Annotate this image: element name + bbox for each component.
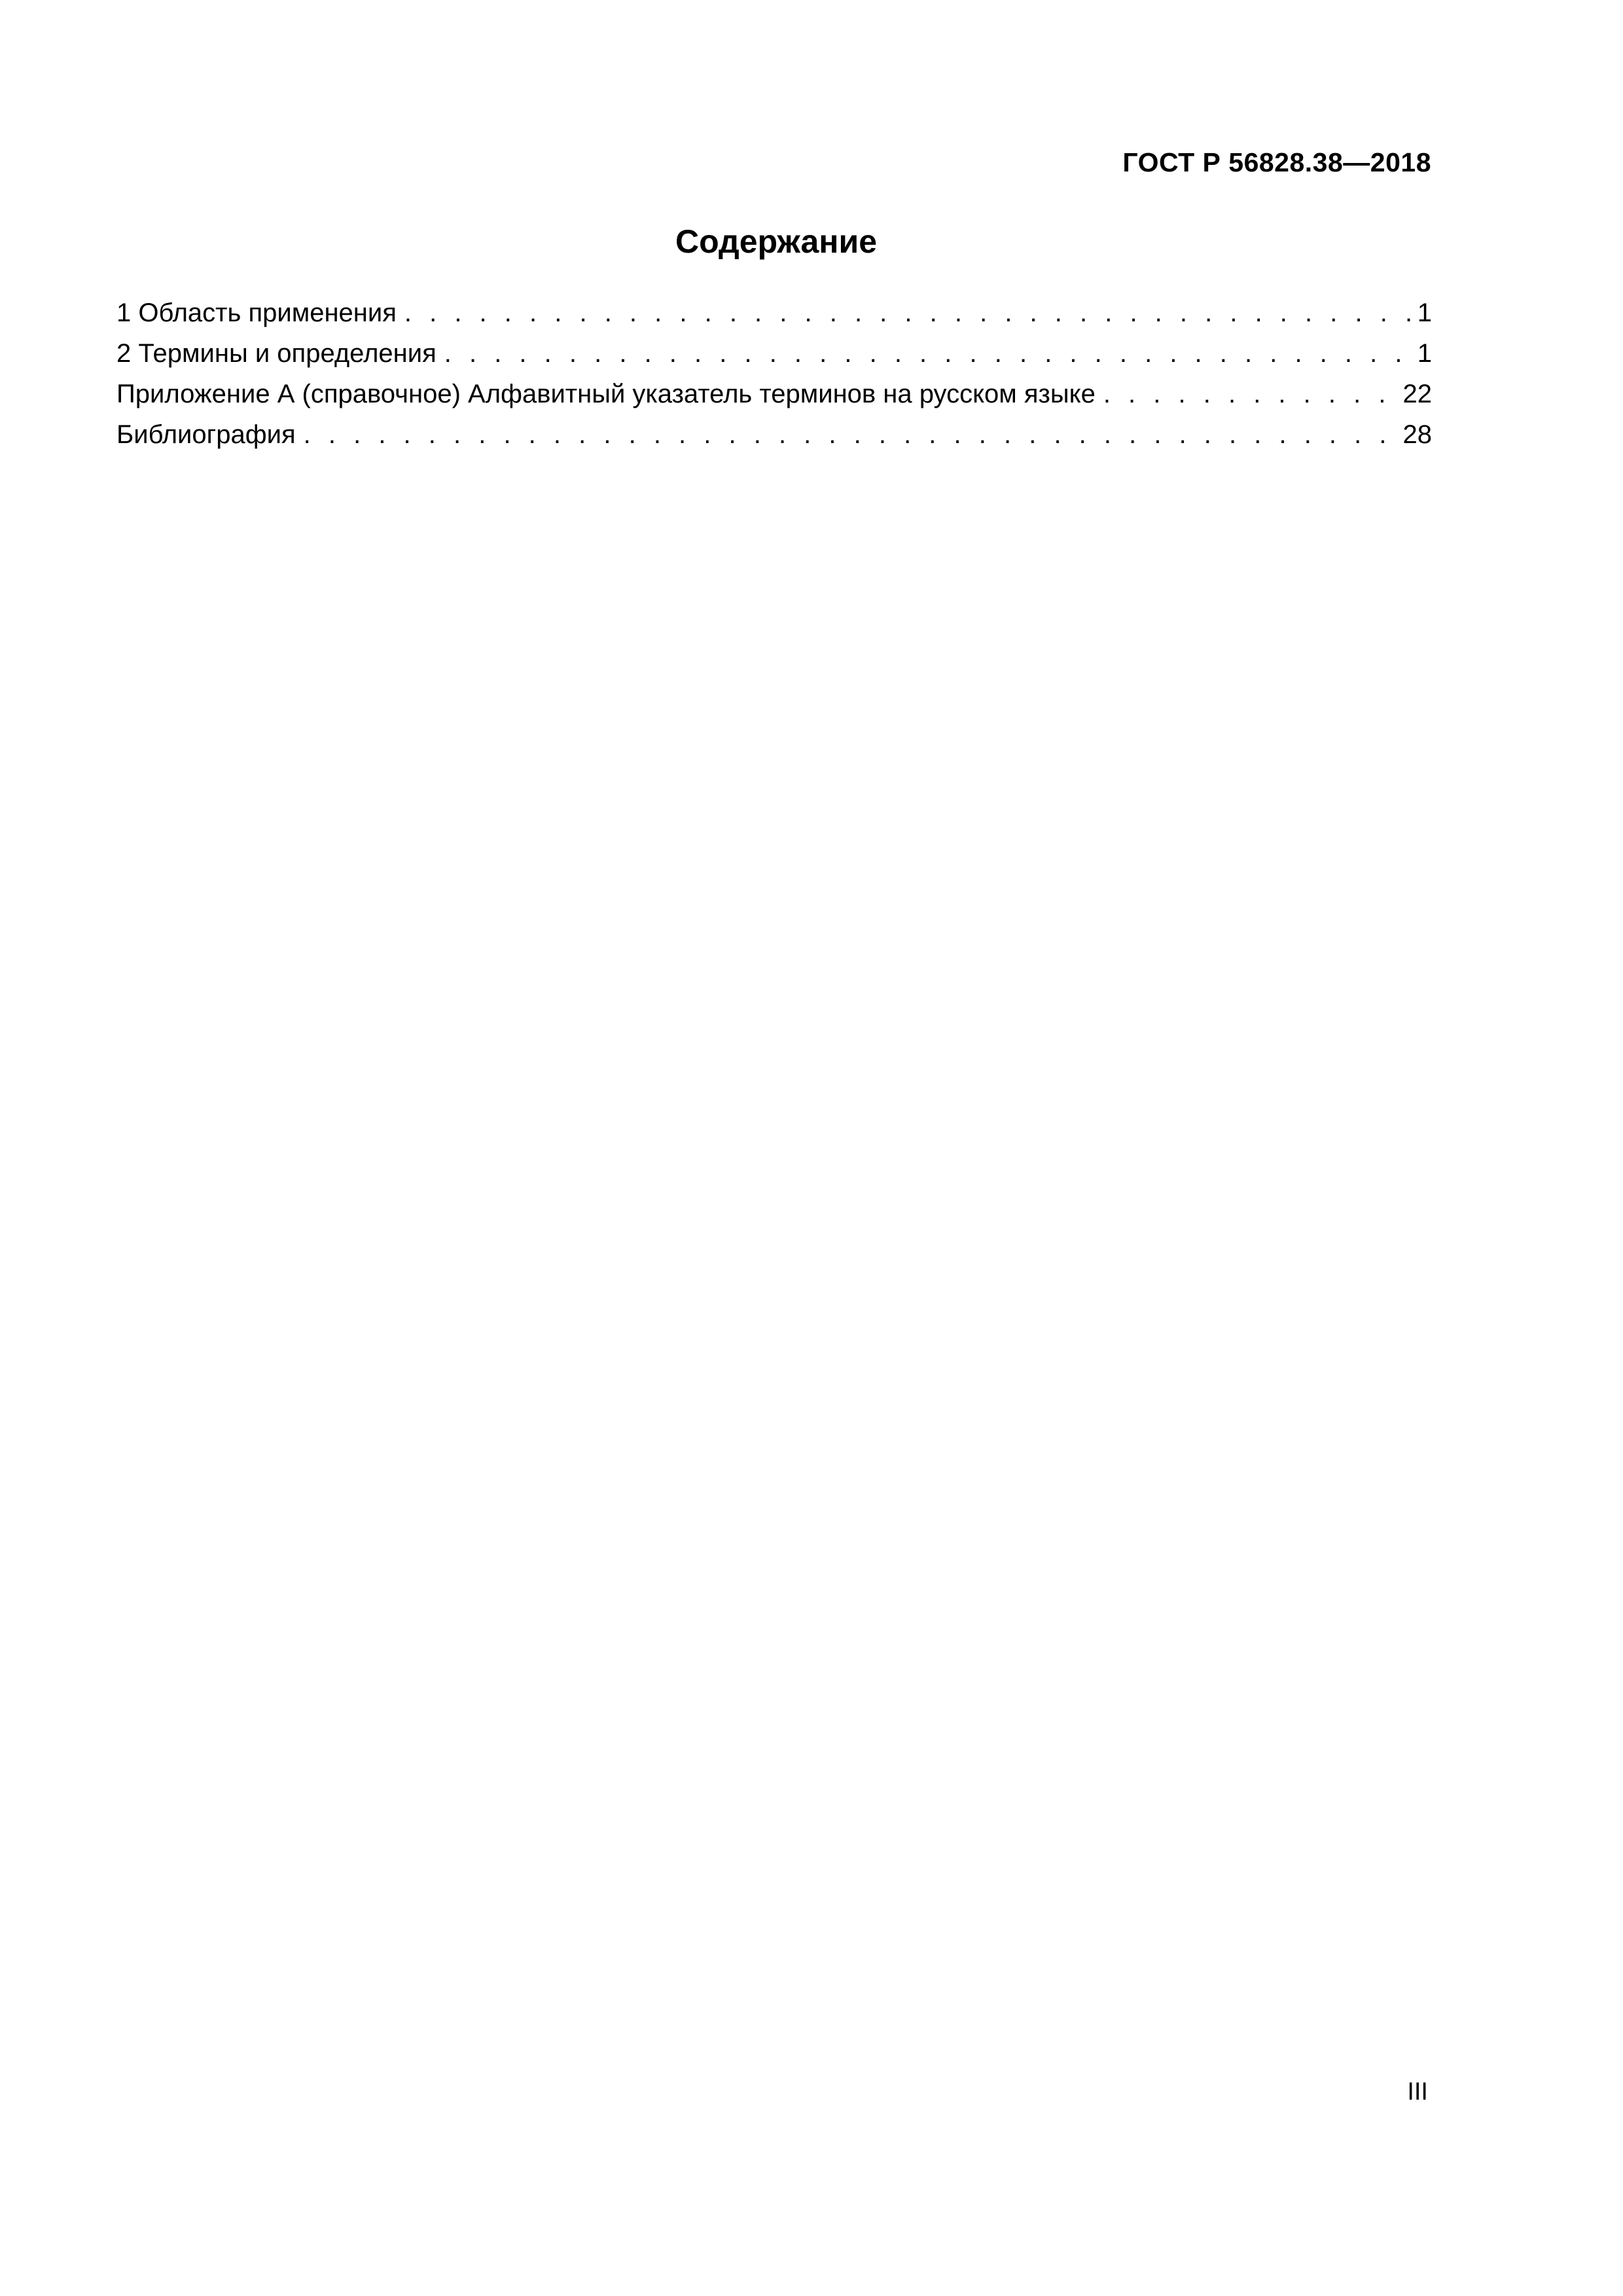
page-number: III <box>1407 2078 1428 2106</box>
toc-entry-title: Приложение А (справочное) Алфавитный указатель терминов на русском языке <box>116 380 1096 408</box>
toc-entry-title: 2 Термины и определения <box>116 339 437 368</box>
toc-entry-page: 1 <box>1417 298 1432 327</box>
table-of-contents <box>116 293 1432 455</box>
toc-dot-leader <box>304 414 1400 455</box>
toc-heading: Содержание <box>675 223 878 260</box>
toc-entry-page: 1 <box>1417 339 1432 368</box>
toc-entry-scope[interactable] <box>116 293 1432 333</box>
toc-entry-bibliography[interactable] <box>116 414 1432 455</box>
toc-entry-title: 1 Область применения <box>116 298 397 327</box>
toc-entry-terms[interactable] <box>116 333 1432 374</box>
toc-entry-title: Библиография <box>116 420 296 449</box>
toc-entry-page: 28 <box>1402 420 1432 449</box>
document-code: ГОСТ Р 56828.38—2018 <box>1122 147 1431 177</box>
toc-dot-leader <box>404 293 1415 333</box>
toc-entry-appendix-a[interactable] <box>116 374 1432 414</box>
toc-dot-leader <box>444 333 1415 374</box>
toc-dot-leader <box>1103 374 1400 414</box>
toc-entry-page: 22 <box>1402 380 1432 408</box>
